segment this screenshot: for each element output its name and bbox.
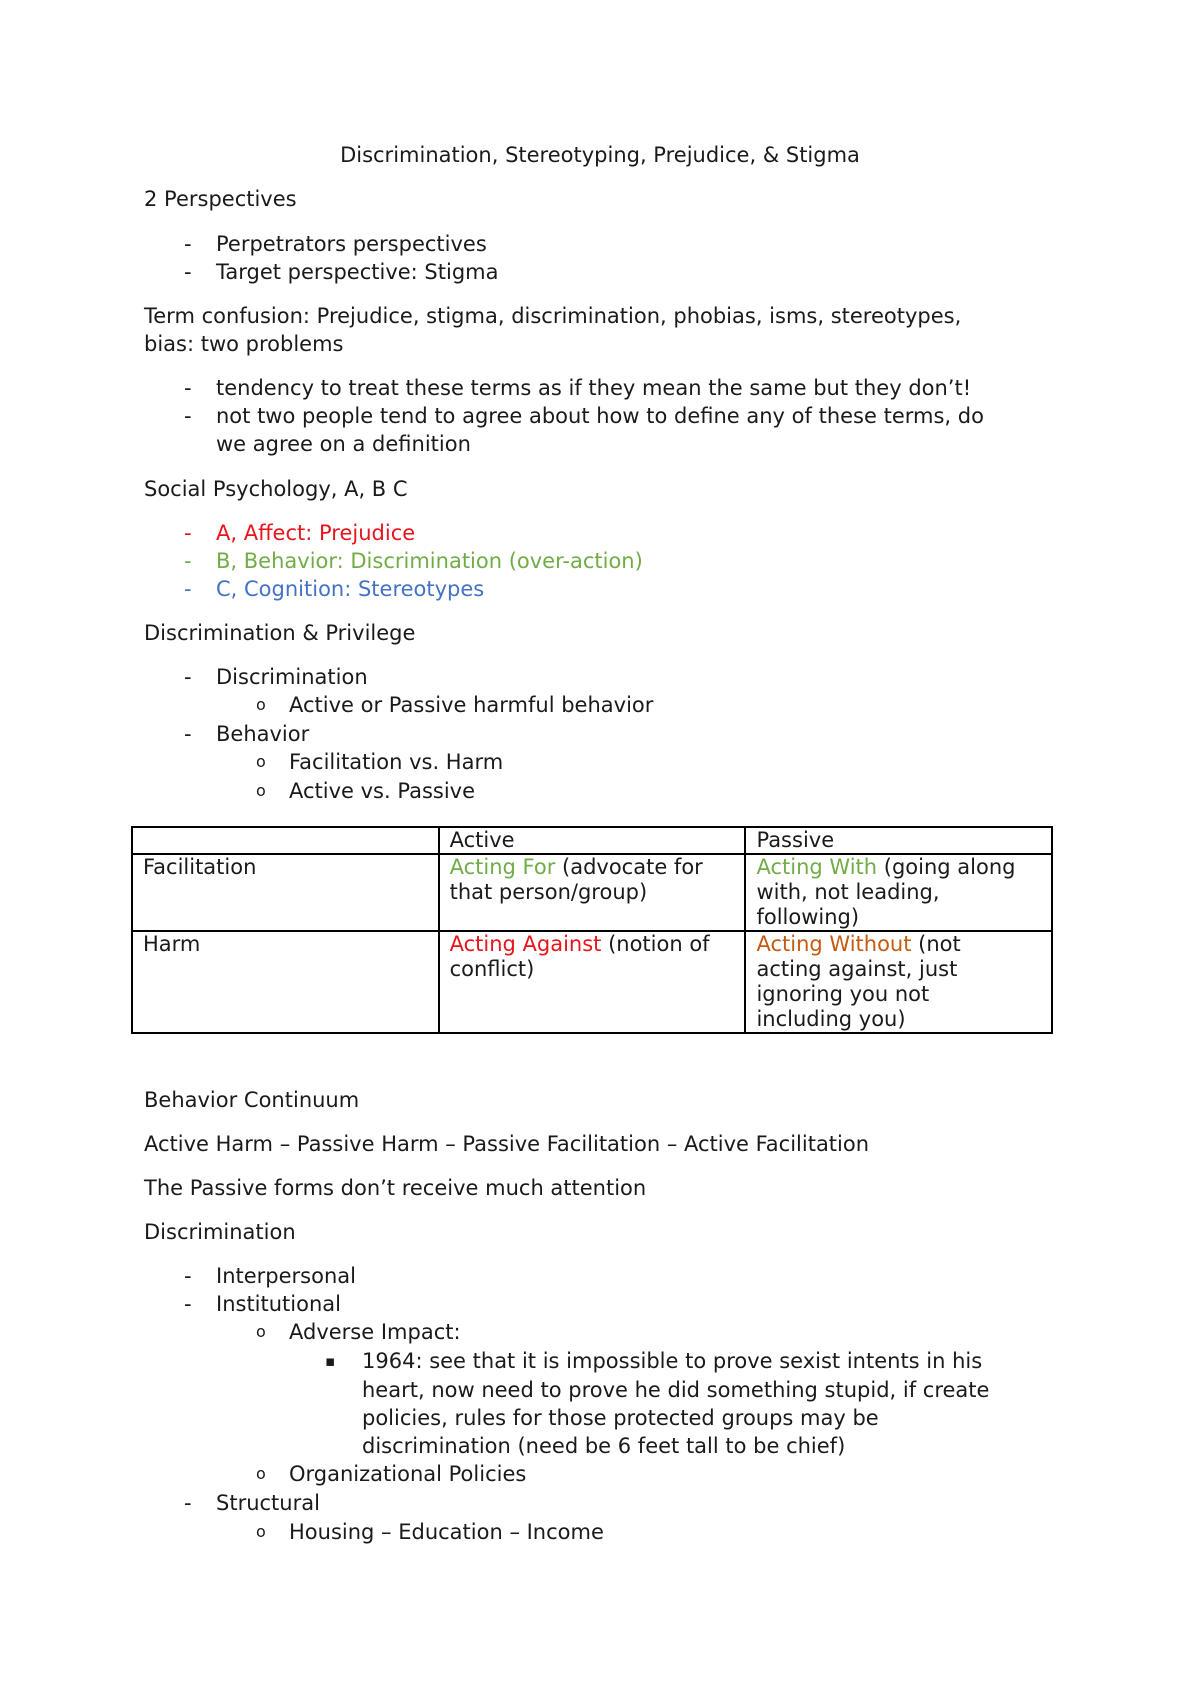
document-title: Discrimination, Stereotyping, Prejudice, & Stigma <box>340 143 860 167</box>
cell-text: (notion of <box>601 932 710 956</box>
table-cell <box>745 854 1052 931</box>
colored-term: Acting Without <box>756 932 912 956</box>
circle-bullet: o <box>256 752 266 771</box>
dash-bullet: - <box>184 1264 192 1288</box>
circle-bullet: o <box>256 1464 266 1483</box>
table-header-cell <box>132 827 439 854</box>
cell-text: with, not leading, <box>756 880 940 904</box>
continuum-line: Active Harm – Passive Harm – Passive Facilitation – Active Facilitation <box>144 1132 870 1156</box>
table-row-label: Facilitation <box>132 854 439 931</box>
list-item-text: Institutional <box>216 1292 341 1316</box>
list-item-text: A, Affect: Prejudice <box>216 521 416 545</box>
list-item-text: we agree on a definition <box>216 432 471 456</box>
cell-text: (advocate for <box>555 855 703 879</box>
table-cell <box>439 931 746 1033</box>
table-header-cell: Passive <box>745 827 1052 854</box>
section-heading-perspectives: 2 Perspectives <box>144 187 297 211</box>
list-item-text: Structural <box>216 1491 320 1515</box>
square-bullet: ▪ <box>325 1352 336 1370</box>
table-cell <box>745 931 1052 1033</box>
circle-bullet: o <box>256 1322 266 1341</box>
dash-bullet: - <box>184 404 192 428</box>
cell-text: including you) <box>756 1007 906 1031</box>
dash-bullet: - <box>184 232 192 256</box>
table-row <box>132 931 1052 1033</box>
dash-bullet: - <box>184 549 192 573</box>
section-heading-discrimination-privilege: Discrimination & Privilege <box>144 621 416 645</box>
dash-bullet: - <box>184 1491 192 1515</box>
list-item-text: Perpetrators perspectives <box>216 232 487 256</box>
list-item-text: C, Cognition: Stereotypes <box>216 577 485 601</box>
table-row <box>132 854 1052 931</box>
dash-bullet: - <box>184 665 192 689</box>
dash-bullet: - <box>184 1292 192 1316</box>
colored-term: Acting Against <box>449 932 602 956</box>
cell-text: acting against, just <box>756 957 958 981</box>
list-item-text: Target perspective: Stigma <box>216 260 499 284</box>
sub-list-item-text: Active vs. Passive <box>289 779 476 803</box>
circle-bullet: o <box>256 695 266 714</box>
circle-bullet: o <box>256 781 266 800</box>
table-header-row <box>132 827 1052 854</box>
list-item-text: Behavior <box>216 722 310 746</box>
list-item-text: tendency to treat these terms as if they mean the same but they don’t! <box>216 376 972 400</box>
sub-sub-list-item-text: heart, now need to prove he did something stupid, if create <box>362 1378 990 1402</box>
sub-sub-list-item-text: 1964: see that it is impossible to prove sexist intents in his <box>362 1349 983 1373</box>
list-item-text: not two people tend to agree about how to define any of these terms, do <box>216 404 984 428</box>
sub-list-item-text: Organizational Policies <box>289 1462 527 1486</box>
colored-term: Acting For <box>449 855 556 879</box>
paragraph-term-confusion-line2: bias: two problems <box>144 332 344 356</box>
sub-sub-list-item-text: policies, rules for those protected groups may be <box>362 1406 879 1430</box>
list-item-text: Interpersonal <box>216 1264 356 1288</box>
section-heading-social-psychology: Social Psychology, A, B C <box>144 477 408 501</box>
cell-text: that person/group) <box>449 880 648 904</box>
sub-list-item-text: Housing – Education – Income <box>289 1520 604 1544</box>
cell-text: ignoring you not <box>756 982 930 1006</box>
sub-list-item-text: Adverse Impact: <box>289 1320 461 1344</box>
circle-bullet: o <box>256 1522 266 1541</box>
dash-bullet: - <box>184 577 192 601</box>
dash-bullet: - <box>184 376 192 400</box>
sub-sub-list-item-text: discrimination (need be 6 feet tall to be chief) <box>362 1434 846 1458</box>
continuum-note: The Passive forms don’t receive much attention <box>144 1176 647 1200</box>
dash-bullet: - <box>184 521 192 545</box>
list-item-text: B, Behavior: Discrimination (over-action) <box>216 549 643 573</box>
dash-bullet: - <box>184 260 192 284</box>
paragraph-term-confusion-line1: Term confusion: Prejudice, stigma, discrimination, phobias, isms, stereotypes, <box>144 304 962 328</box>
cell-text: (not <box>911 932 961 956</box>
list-item-text: Discrimination <box>216 665 368 689</box>
dash-bullet: - <box>184 722 192 746</box>
cell-text: following) <box>756 905 860 929</box>
table-cell <box>439 854 746 931</box>
behavior-table <box>131 826 1053 1034</box>
section-heading-behavior-continuum: Behavior Continuum <box>144 1088 360 1112</box>
colored-term: Acting With <box>756 855 878 879</box>
table-header-cell: Active <box>439 827 746 854</box>
sub-list-item-text: Facilitation vs. Harm <box>289 750 504 774</box>
table-row-label: Harm <box>132 931 439 1033</box>
sub-list-item-text: Active or Passive harmful behavior <box>289 693 654 717</box>
cell-text: conflict) <box>449 957 535 981</box>
section-heading-discrimination: Discrimination <box>144 1220 296 1244</box>
cell-text: (going along <box>877 855 1016 879</box>
